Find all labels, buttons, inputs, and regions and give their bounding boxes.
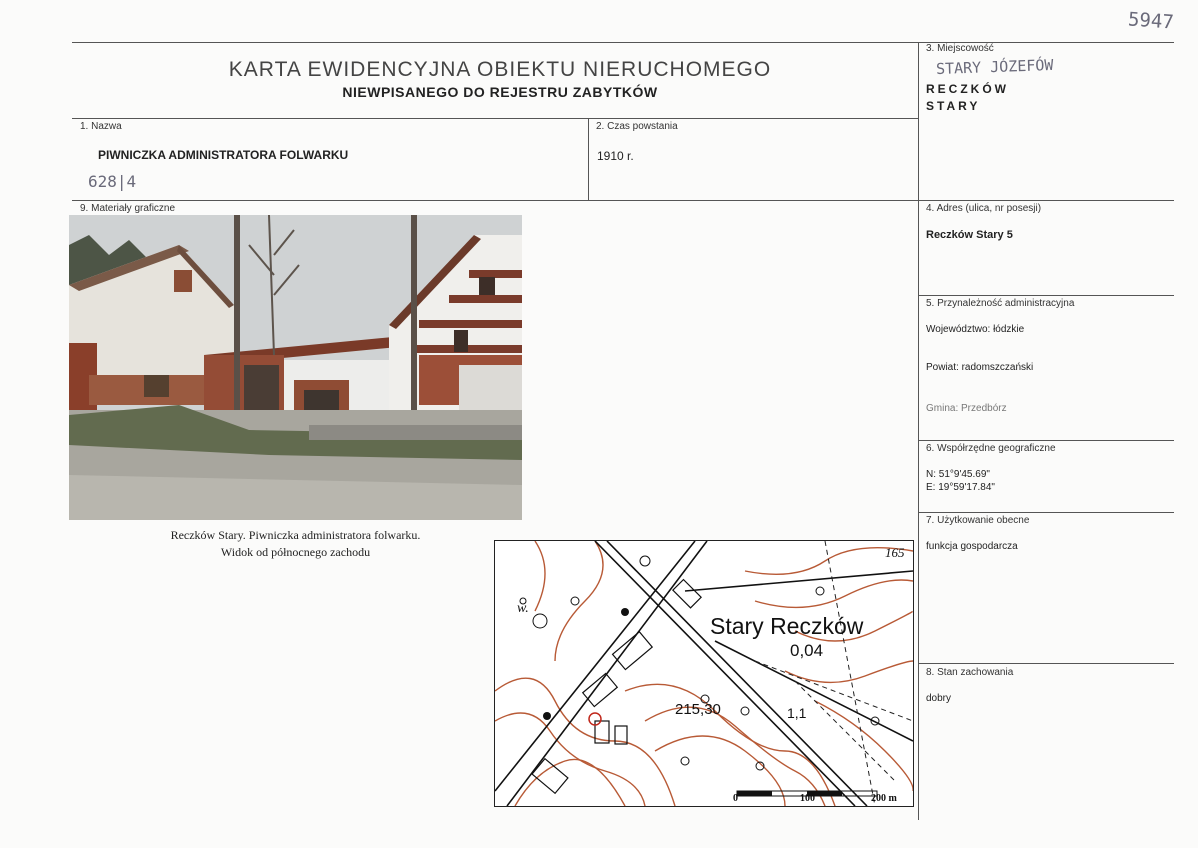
card-subtitle: NIEWPISANEGO DO REJESTRU ZABYTKÓW [342,84,658,100]
coords-north: N: 51°9'45.69" [926,469,990,480]
condition-label: 8. Stan zachowania [926,667,1014,678]
admin-county: Powiat: radomszczański [926,362,1034,373]
title-bottom-border [72,118,918,119]
name-row-bottom-border [72,200,1174,201]
photo-caption-line2: Widok od północnego zachodu [220,545,371,559]
name-label: 1. Nazwa [80,121,122,132]
locality-value-line2: STARY [926,99,981,113]
photo-caption-line1: Reczków Stary. Piwniczka administratora folwarku. [170,528,421,542]
period-label: 2. Czas powstania [596,121,678,132]
address-label: 4. Adres (ulica, nr posesji) [926,203,1042,214]
map-value-0-04: 0,04 [790,641,824,660]
map-elevation: 215,30 [675,701,721,718]
map-letter-w: w. [517,601,529,616]
card-title: KARTA EWIDENCYJNA OBIEKTU NIERUCHOMEGO [228,58,772,81]
usage-value: funkcja gospodarcza [926,541,1018,552]
address-value: Reczków Stary 5 [926,229,1013,241]
usage-label: 7. Użytkowanie obecne [926,515,1030,526]
location-map [494,540,914,807]
admin-bottom-border [918,440,1174,441]
document-number: 5947 [1127,8,1175,34]
condition-value: dobry [926,693,952,704]
right-column-divider [918,42,919,820]
map-scale-0: 0 [733,793,738,804]
building-photo [69,215,522,520]
map-scale-200: 200 m [871,793,897,804]
map-value-1-1: 1,1 [787,705,807,721]
map-contour-165: 165 [885,545,905,560]
top-border [72,42,1174,43]
period-value: 1910 r. [597,149,634,163]
map-place-name: Stary Reczków [710,613,864,639]
coords-bottom-border [918,512,1174,513]
address-bottom-border [918,295,1174,296]
admin-voivodeship: Województwo: łódzkie [926,324,1025,335]
name-handwritten-ref: 628|4 [88,172,137,191]
locality-value-line1: RECZKÓW [926,82,1009,96]
coords-label: 6. Współrzędne geograficzne [926,443,1056,454]
usage-bottom-border [918,663,1174,664]
locality-handwritten: STARY JÓZEFÓW [935,55,1054,79]
name-period-divider [588,118,589,200]
map-scale-100: 100 [800,793,815,804]
admin-commune: Gmina: Przedbórz [926,403,1007,414]
admin-label: 5. Przynależność administracyjna [926,298,1075,309]
name-value: PIWNICZKA ADMINISTRATORA FOLWARKU [98,148,349,162]
coords-east: E: 19°59'17.84" [926,482,995,493]
graphics-label: 9. Materiały graficzne [80,203,176,214]
locality-label: 3. Miejscowość [926,43,994,54]
